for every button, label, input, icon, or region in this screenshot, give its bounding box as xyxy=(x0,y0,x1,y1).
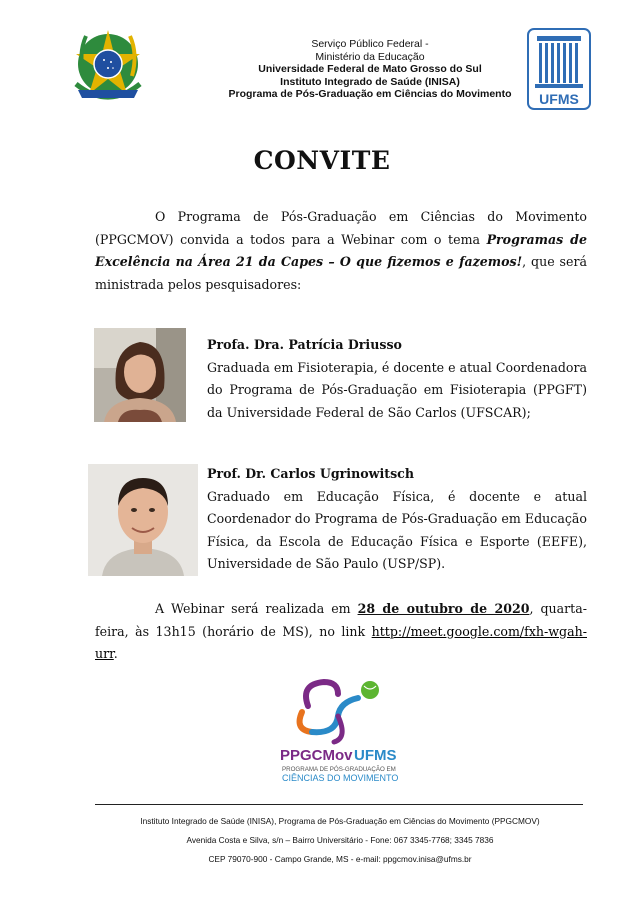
speaker-bio-carlos xyxy=(207,463,587,576)
header-line-institute: Instituto Integrado de Saúde (INISA) xyxy=(280,75,460,88)
speaker-bio-patricia xyxy=(207,334,587,424)
ppgcmov-logo xyxy=(278,676,404,786)
footer xyxy=(60,812,620,869)
intro-text-end: , que será ministrada pelos pesquisadores: xyxy=(95,254,587,292)
footer-line-contact: CEP 79070-900 - Campo Grande, MS - e-mail: ppgcmov.inisa@ufms.br xyxy=(208,854,472,864)
header-line-service: Serviço Público Federal - xyxy=(311,38,429,50)
intro-text-start: O Programa de Pós-Graduação em Ciências do Movimento (PPGCMOV) convida a todos para a Webinar com o tema xyxy=(95,209,587,247)
ufms-logo xyxy=(527,28,591,110)
webinar-date: 28 de outubro de 2020 xyxy=(357,601,530,616)
speaker-name-patricia: Profa. Dra. Patrícia Driusso xyxy=(207,337,402,352)
logo-ufms-text: UFMS xyxy=(354,747,397,764)
brazil-coat-of-arms-logo xyxy=(68,24,148,108)
footer-line-institute: Instituto Integrado de Saúde (INISA), Programa de Pós-Graduação em Ciências do Movimento (PPGCMOV) xyxy=(140,816,540,826)
speaker-name-carlos: Prof. Dr. Carlos Ugrinowitsch xyxy=(207,466,415,481)
meet-link[interactable]: http://meet.google.com/fxh-wgah-urr xyxy=(95,623,587,661)
speaker-description-patricia: Graduada em Fisioterapia, é docente e atual Coordenadora do Programa de Pós-Graduação em Fisioterapia (PPGFT) da Universidade Federal de São Carlos (UFSCAR); xyxy=(207,359,587,420)
letterhead xyxy=(150,38,590,101)
logo-ppgcmov-text: PPGCMov xyxy=(280,747,353,764)
page-title: CONVITE xyxy=(253,146,391,175)
closing-text-start: A Webinar será realizada em xyxy=(155,601,358,616)
header-line-university: Universidade Federal de Mato Grosso do Sul xyxy=(258,63,482,75)
closing-paragraph xyxy=(95,598,587,666)
header-line-program: Programa de Pós-Graduação em Ciências do Movimento xyxy=(228,88,512,100)
intro-paragraph xyxy=(95,206,587,296)
footer-line-address: Avenida Costa e Silva, s/n – Bairro Universitário - Fone: 067 3345-7768; 3345 7836 xyxy=(186,835,494,845)
footer-divider xyxy=(95,804,583,805)
ufms-logo-text: UFMS xyxy=(539,91,579,107)
logo-subtitle-line1: PROGRAMA DE PÓS-GRADUAÇÃO EM xyxy=(282,766,396,773)
logo-subtitle-line2: CIÊNCIAS DO MOVIMENTO xyxy=(282,773,399,783)
closing-text-middle: , quarta-feira, às 13h15 (horário de MS), no link xyxy=(95,601,587,639)
speaker-description-carlos: Graduado em Educação Física, é docente e atual Coordenador do Programa de Pós-Graduação em Educação Física, da Escola de Educação Física e Esporte (EEFE), Universidade de São Paulo (USP/SP). xyxy=(207,488,587,571)
closing-text-end: . xyxy=(113,646,118,661)
speaker-photo-patricia xyxy=(94,328,186,422)
header-line-ministry: Ministério da Educação xyxy=(315,50,425,63)
webinar-theme: Programas de Excelência na Área 21 da Capes – O que fizemos e fazemos! xyxy=(95,231,588,269)
speaker-photo-carlos xyxy=(88,464,198,576)
